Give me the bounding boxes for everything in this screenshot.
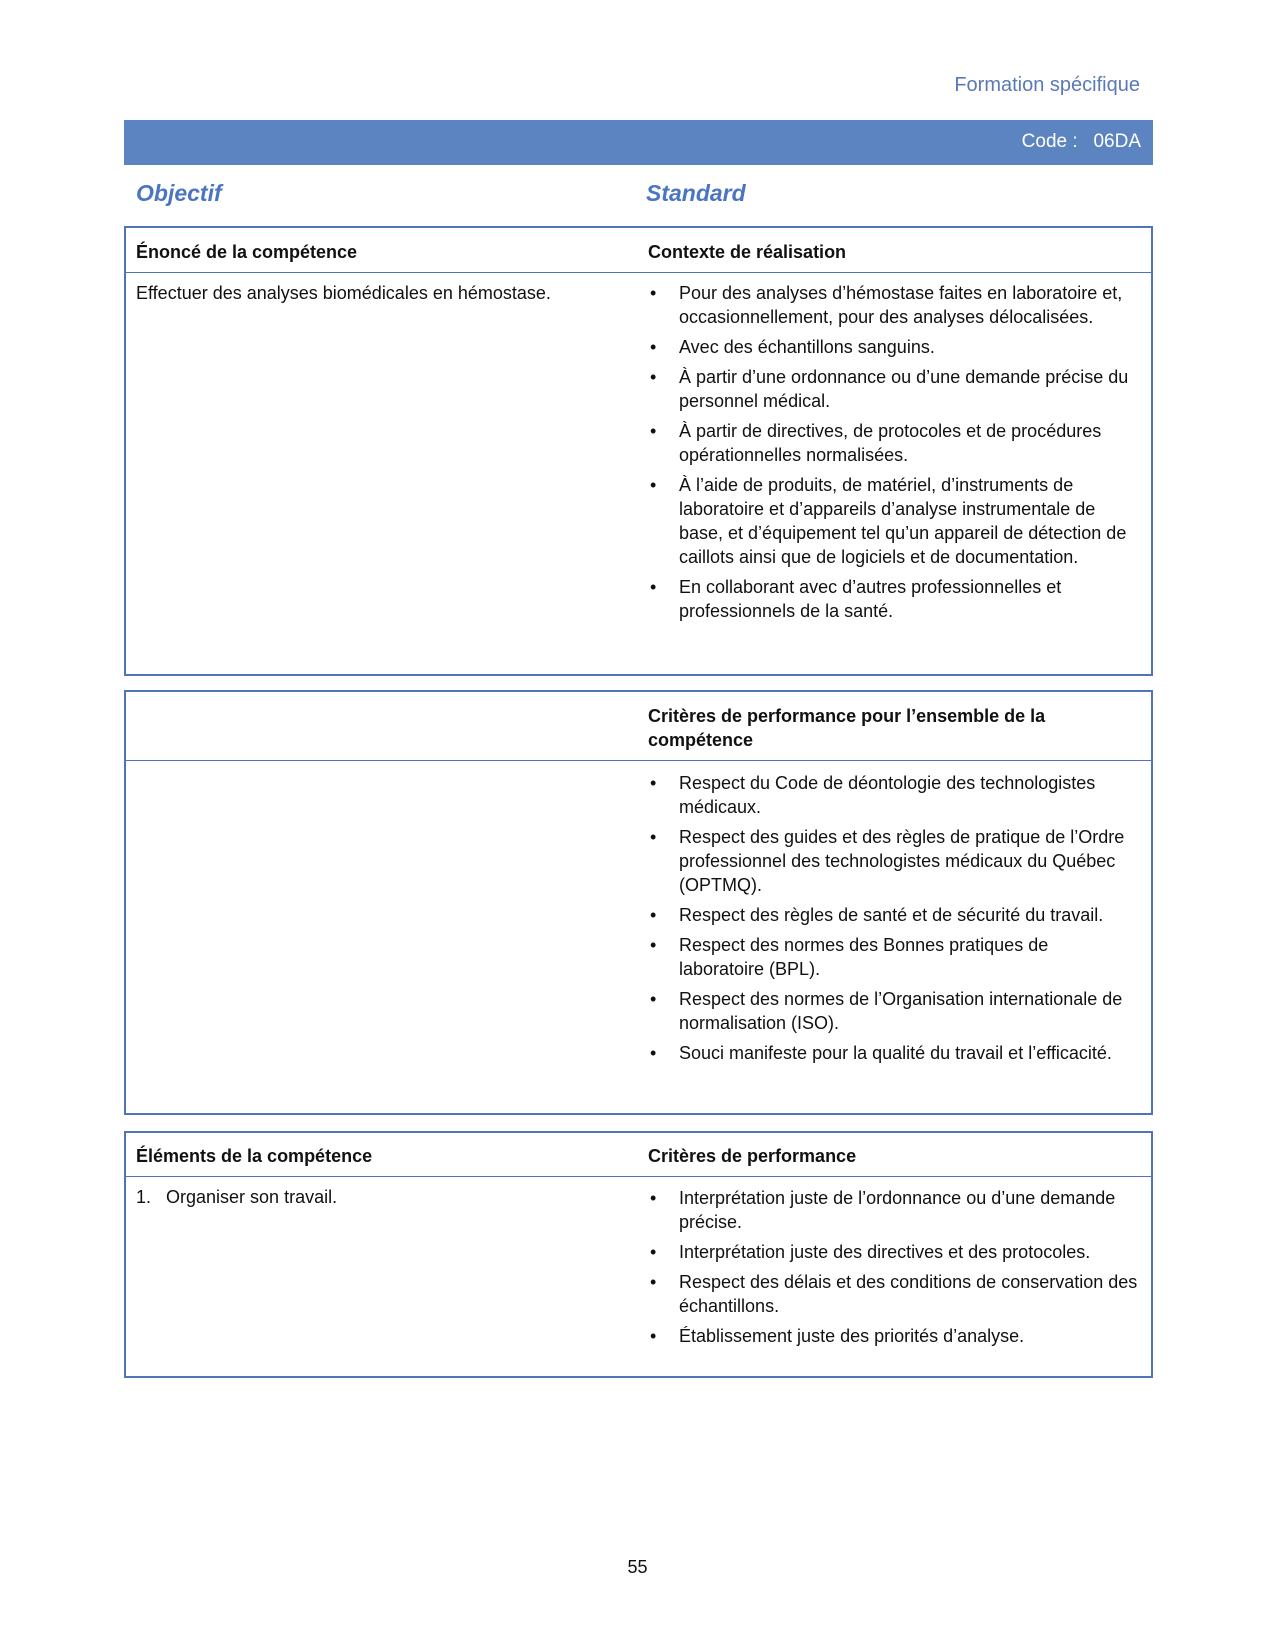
overall-criteria-list — [648, 771, 1138, 1071]
standard-title: Standard — [646, 180, 746, 206]
list-item: • Avec des échantillons sanguins. — [648, 335, 1138, 359]
context-list — [648, 281, 1138, 629]
context-heading: Contexte de réalisation — [648, 242, 847, 262]
list-item: • Respect des normes de l’Organisation internationale de normalisation (ISO). — [648, 987, 1138, 1035]
section-label: Formation spécifique — [954, 74, 1140, 96]
header-banner — [124, 120, 1153, 165]
list-item: • Respect des normes des Bonnes pratiques de laboratoire (BPL). — [648, 933, 1138, 981]
competency-statement-heading: Énoncé de la compétence — [136, 242, 358, 262]
overall-criteria-box — [124, 690, 1153, 1115]
list-item: • Souci manifeste pour la qualité du travail et l’efficacité. — [648, 1041, 1138, 1065]
list-item: • Respect des délais et des conditions de conservation des échantillons. — [648, 1270, 1138, 1318]
objective-title: Objectif — [136, 180, 222, 206]
list-item: • Interprétation juste de l’ordonnance ou d’une demande précise. — [648, 1186, 1138, 1234]
list-item: • À l’aide de produits, de matériel, d’instruments de laboratoire et d’appareils d’analyse instrumentale de base, et d’équipement tel qu’un appareil de détection de caillots ainsi que de logiciels et de documentation. — [648, 473, 1138, 569]
overall-criteria-heading: Critères de performance pour l’ensemble de la compétence — [648, 706, 1046, 750]
element-item: 1. Organiser son travail. — [136, 1187, 338, 1207]
code-label: Code : 06DA — [1021, 131, 1141, 152]
box3-header — [126, 1133, 1151, 1177]
list-item: • Établissement juste des priorités d’analyse. — [648, 1324, 1138, 1348]
performance-criteria-heading: Critères de performance — [648, 1146, 857, 1166]
competency-statement-box — [124, 226, 1153, 676]
list-item: • Interprétation juste des directives et des protocoles. — [648, 1240, 1138, 1264]
list-item: • Respect du Code de déontologie des technologistes médicaux. — [648, 771, 1138, 819]
elements-heading: Éléments de la compétence — [136, 1146, 373, 1166]
list-item: • En collaborant avec d’autres professionnelles et professionnels de la santé. — [648, 575, 1138, 623]
list-item: • À partir de directives, de protocoles et de procédures opérationnelles normalisées. — [648, 419, 1138, 467]
performance-criteria-list — [648, 1186, 1138, 1354]
list-item: • Respect des guides et des règles de pratique de l’Ordre professionnel des technologistes médicaux du Québec (OPTMQ). — [648, 825, 1138, 897]
elements-box — [124, 1131, 1153, 1378]
list-item: • Pour des analyses d’hémostase faites en laboratoire et, occasionnellement, pour des analyses délocalisées. — [648, 281, 1138, 329]
list-item: • À partir d’une ordonnance ou d’une demande précise du personnel médical. — [648, 365, 1138, 413]
box2-header — [126, 692, 1151, 761]
competency-statement-text: Effectuer des analyses biomédicales en hémostase. — [136, 283, 551, 303]
box1-header — [126, 228, 1151, 273]
page-number: 55 — [627, 1557, 648, 1577]
list-item: • Respect des règles de santé et de sécurité du travail. — [648, 903, 1138, 927]
